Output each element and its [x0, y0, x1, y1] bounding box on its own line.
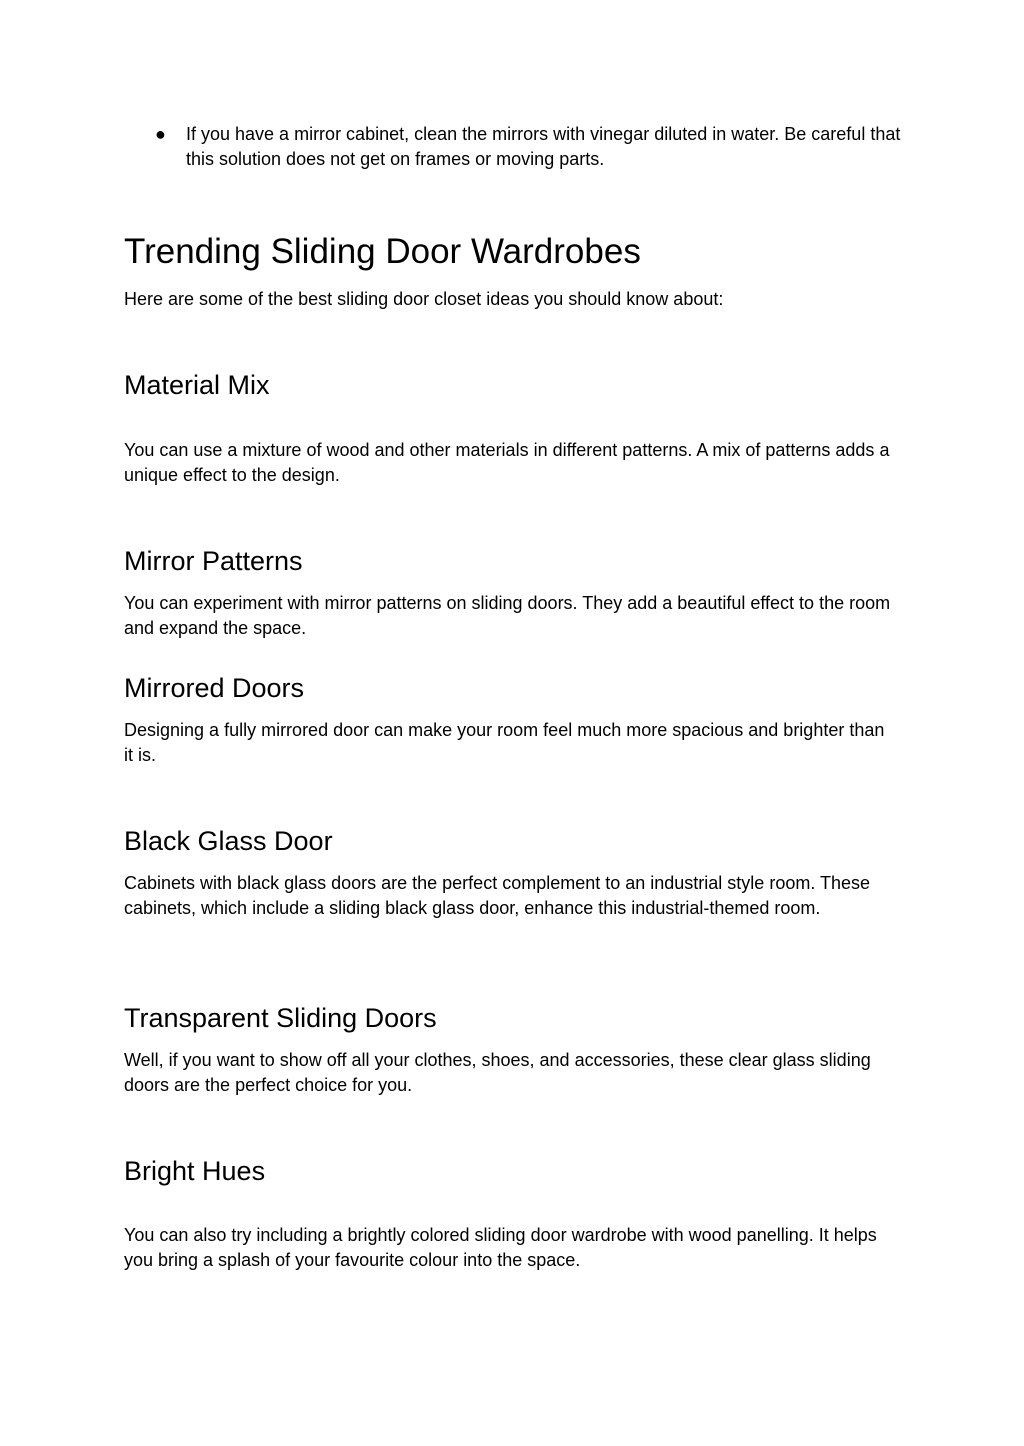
bullet-item: If you have a mirror cabinet, clean the mirrors with vinegar diluted in water. Be careful that this solution does not get on frames or moving parts. [186, 124, 901, 169]
section-heading-mirror-patterns: Mirror Patterns [124, 546, 303, 576]
section-heading-transparent-sliding-doors: Transparent Sliding Doors [124, 1003, 437, 1033]
section-body-mirror-patterns: You can experiment with mirror patterns on sliding doors. They add a beautiful effect to the room and expand the space. [124, 593, 891, 638]
page-title: Trending Sliding Door Wardrobes [124, 232, 641, 271]
section-body-bright-hues: You can also try including a brightly colored sliding door wardrobe with wood panelling. It helps you bring a splash of your favourite colour into the space. [124, 1225, 877, 1270]
section-heading-black-glass-door: Black Glass Door [124, 826, 333, 856]
bullet-marker: ● [155, 124, 166, 144]
section-body-material-mix: You can use a mixture of wood and other materials in different patterns. A mix of patterns adds a unique effect to the design. [124, 440, 890, 485]
section-heading-mirrored-doors: Mirrored Doors [124, 673, 305, 703]
section-heading-material-mix: Material Mix [124, 370, 270, 400]
section-body-black-glass-door: Cabinets with black glass doors are the perfect complement to an industrial style room. These cabinets, which include a sliding black glass door, enhance this industrial-themed room. [124, 873, 871, 918]
section-body-transparent-sliding-doors: Well, if you want to show off all your clothes, shoes, and accessories, these clear glass sliding doors are the perfect choice for you. [124, 1050, 871, 1095]
section-body-mirrored-doors: Designing a fully mirrored door can make your room feel much more spacious and brighter than it is. [124, 720, 885, 765]
section-heading-bright-hues: Bright Hues [124, 1156, 266, 1186]
intro-paragraph: Here are some of the best sliding door closet ideas you should know about: [124, 289, 724, 309]
